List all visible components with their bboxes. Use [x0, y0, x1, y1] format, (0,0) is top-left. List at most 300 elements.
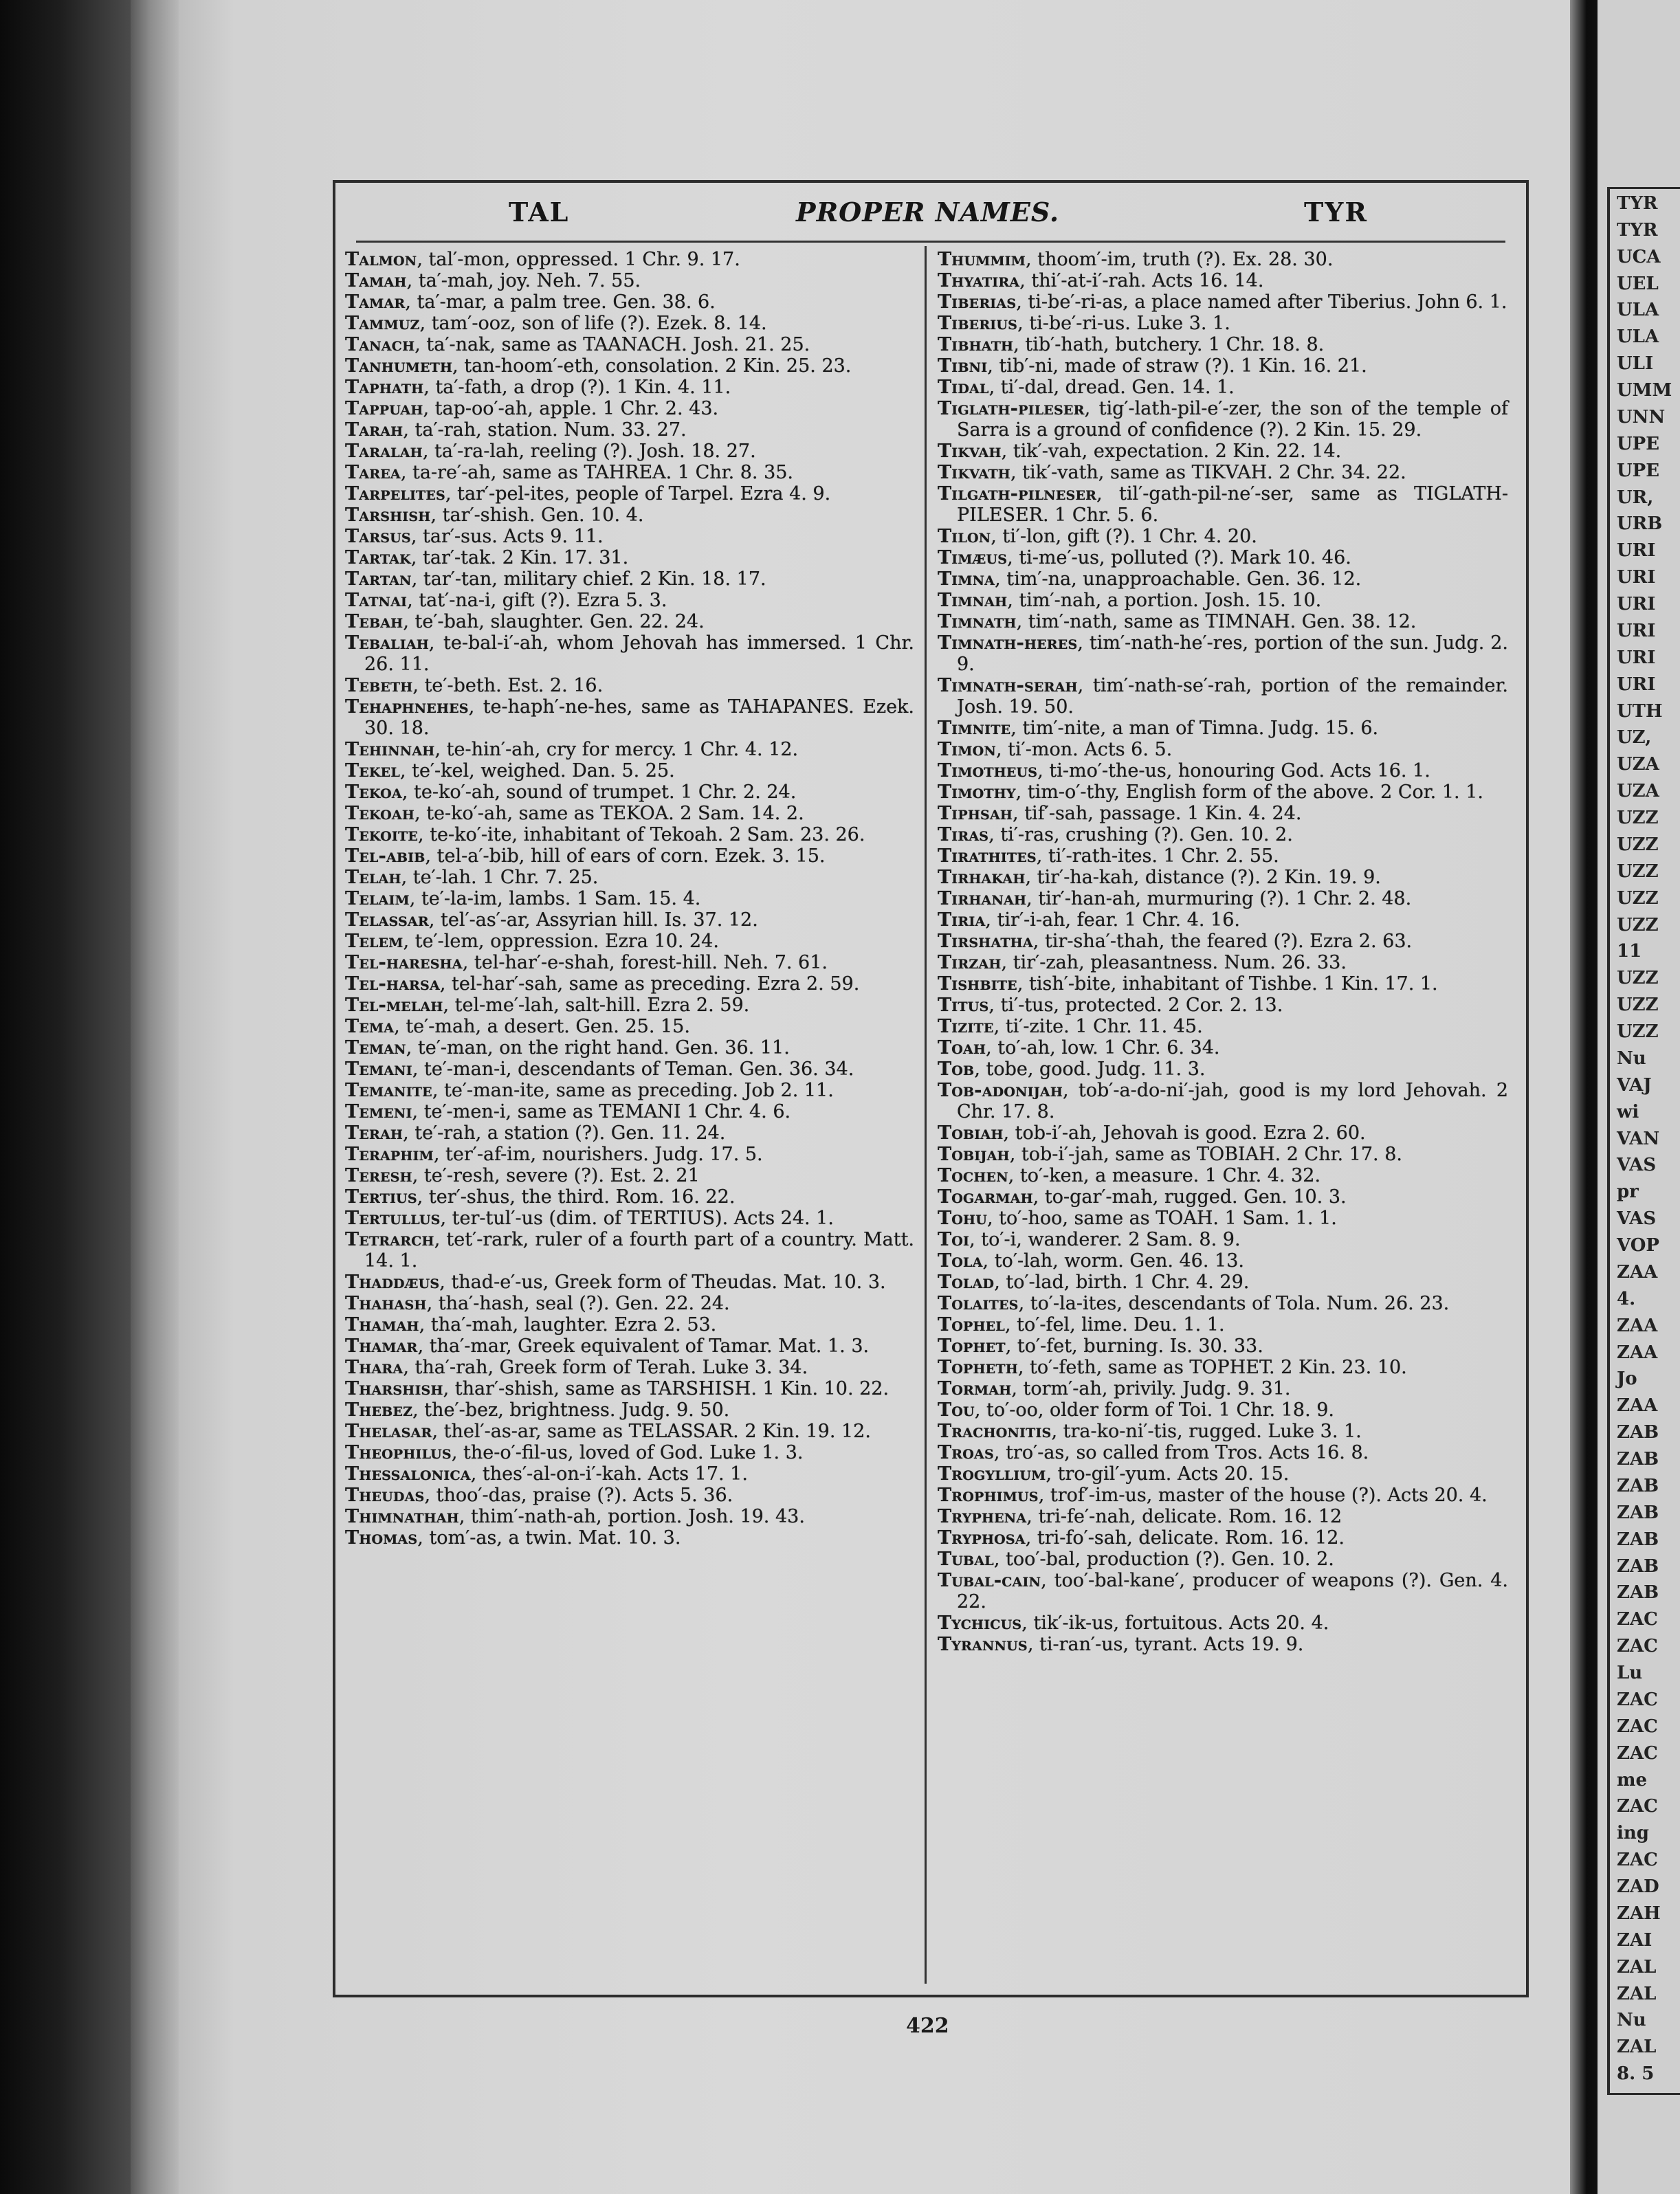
facing-page-text-fragment: ZAB: [1617, 1529, 1659, 1550]
entry-definition: , tim′-nite, a man of Timna. Judg. 15. 6.: [1010, 718, 1379, 739]
dictionary-entry: [345, 909, 914, 931]
entry-headword: Tirhakah: [938, 867, 1026, 888]
entry-headword: Telah: [345, 867, 401, 888]
facing-page-text-fragment: ULA: [1617, 326, 1659, 347]
entry-definition: , tim′-na, unapproachable. Gen. 36. 12.: [995, 568, 1362, 590]
entry-definition: , tib′-hath, butchery. 1 Chr. 18. 8.: [1013, 334, 1325, 355]
facing-page-text-fragment: 8. 5: [1617, 2063, 1655, 2084]
dictionary-entry: [938, 1463, 1508, 1485]
entry-headword: Telassar: [345, 909, 429, 931]
entry-headword: Titus: [938, 995, 989, 1016]
dictionary-entry: [938, 526, 1508, 547]
entry-headword: Tophet: [938, 1336, 1006, 1357]
entry-definition: , tob-i′-jah, same as TOBIAH. 2 Chr. 17. 8.: [1009, 1144, 1402, 1165]
facing-page-text-fragment: UR,: [1617, 487, 1654, 508]
dictionary-entry: [938, 1208, 1508, 1229]
entry-headword: Tikvah: [938, 441, 1002, 462]
entry-headword: Tubal-cain: [938, 1570, 1041, 1591]
entry-headword: Tyrannus: [938, 1634, 1028, 1655]
entry-definition: , ta′-nak, same as TAANACH. Josh. 21. 25.: [415, 334, 810, 355]
header-right-guide-word: TYR: [1304, 197, 1368, 228]
entry-headword: Timna: [938, 568, 995, 590]
entry-headword: Tanhumeth: [345, 355, 453, 377]
facing-page-text-fragment: URI: [1617, 621, 1656, 641]
facing-page-text-fragment: me: [1617, 1770, 1648, 1791]
dictionary-entry: [345, 803, 914, 824]
entry-definition: , te-ko′-ite, inhabitant of Tekoah. 2 Sam. 23. 26.: [418, 824, 865, 845]
entry-definition: , to′-lah, worm. Gen. 46. 13.: [982, 1250, 1244, 1272]
entry-definition: , tar′-tak. 2 Kin. 17. 31.: [410, 547, 629, 568]
facing-page-text-fragment: URB: [1617, 513, 1663, 534]
facing-page-text-fragment: VAS: [1617, 1155, 1657, 1175]
entry-headword: Tebah: [345, 611, 404, 632]
entry-headword: Tob: [938, 1059, 975, 1080]
dictionary-entry: [938, 675, 1508, 718]
facing-page-text-fragment: ZAC: [1617, 1689, 1658, 1710]
entry-definition: , tobe, good. Judg. 11. 3.: [974, 1059, 1206, 1080]
dictionary-entry: [938, 1336, 1508, 1357]
entry-definition: , thes′-al-on-i′-kah. Acts 17. 1.: [470, 1463, 748, 1485]
entry-headword: Tekel: [345, 760, 400, 782]
dictionary-entry: [345, 952, 914, 973]
dictionary-entry: [345, 1080, 914, 1101]
book-spine: [0, 0, 131, 2194]
entry-definition: , to′-lad, birth. 1 Chr. 4. 29.: [994, 1272, 1250, 1293]
facing-page-text-fragment: UZA: [1617, 781, 1659, 801]
entry-headword: Tekoah: [345, 803, 415, 824]
dictionary-entry: [938, 632, 1508, 675]
entry-definition: , te′-rah, a station (?). Gen. 11. 24.: [403, 1122, 726, 1144]
entry-headword: Thimnathah: [345, 1506, 459, 1527]
facing-page-text-fragment: 4.: [1617, 1289, 1636, 1309]
entry-headword: Teman: [345, 1037, 406, 1059]
entry-definition: , tel-har′-e-shah, forest-hill. Neh. 7. 61.: [462, 952, 828, 973]
dictionary-entry: [938, 1229, 1508, 1250]
dictionary-entry: [345, 1059, 914, 1080]
dictionary-entry: [345, 568, 914, 590]
facing-page-text-fragment: ZAD: [1617, 1876, 1659, 1897]
dictionary-entry: [345, 1527, 914, 1549]
dictionary-entry: [345, 526, 914, 547]
dictionary-entry: [938, 718, 1508, 739]
dictionary-entry: [938, 867, 1508, 888]
entry-definition: , te′-mah, a desert. Gen. 25. 15.: [394, 1016, 690, 1037]
facing-page-text-fragment: pr: [1617, 1182, 1639, 1202]
entry-definition: , tro-gil′-yum. Acts 20. 15.: [1046, 1463, 1290, 1485]
entry-definition: , ti′-dal, dread. Gen. 14. 1.: [988, 377, 1235, 398]
dictionary-entry: [938, 1399, 1508, 1421]
entry-headword: Tartak: [345, 547, 411, 568]
entry-headword: Tetrarch: [345, 1229, 434, 1250]
entry-headword: Thamah: [345, 1314, 419, 1336]
facing-page-text-fragment: ZAC: [1617, 1716, 1658, 1737]
facing-page-text-fragment: VOP: [1617, 1235, 1659, 1256]
dictionary-entry: [938, 1442, 1508, 1463]
entry-definition: , tir′-ha-kah, distance (?). 2 Kin. 19. 9.: [1025, 867, 1381, 888]
facing-page-text-fragment: UZA: [1617, 754, 1659, 775]
entry-headword: Trachonitis: [938, 1421, 1052, 1442]
entry-definition: , to-gar′-mah, rugged. Gen. 10. 3.: [1032, 1186, 1347, 1208]
facing-page-text-fragment: ZAI: [1617, 1930, 1653, 1951]
facing-page-text-fragment: UZZ: [1617, 834, 1659, 855]
facing-page-text-fragment: UZZ: [1617, 968, 1659, 988]
dictionary-entry: [938, 1527, 1508, 1549]
entry-headword: Talmon: [345, 249, 417, 270]
entry-headword: Tel-abib: [345, 845, 425, 867]
entry-definition: , thoom′-im, truth (?). Ex. 28. 30.: [1026, 249, 1334, 270]
entry-definition: , tir′-zah, pleasantness. Num. 26. 33.: [1001, 952, 1347, 973]
entry-headword: Trophimus: [938, 1485, 1039, 1506]
dictionary-entry: [345, 483, 914, 505]
dictionary-entry: [345, 675, 914, 696]
dictionary-entry: [938, 931, 1508, 952]
entry-definition: , tar′-shish. Gen. 10. 4.: [430, 505, 644, 526]
entry-definition: , to′-ah, low. 1 Chr. 6. 34.: [986, 1037, 1220, 1059]
dictionary-entry: [938, 291, 1508, 313]
entry-definition: , tel-har′-sah, same as preceding. Ezra 2. 59.: [439, 973, 860, 995]
entry-definition: , tim′-nath-se′-rah, portion of the remainder. Josh. 19. 50.: [957, 675, 1508, 718]
entry-definition: , te′-kel, weighed. Dan. 5. 25.: [399, 760, 675, 782]
facing-page-text-fragment: Jo: [1617, 1369, 1637, 1389]
entry-headword: Taphath: [345, 377, 424, 398]
dictionary-entry: [345, 1272, 914, 1293]
dictionary-entry: [938, 1506, 1508, 1527]
entry-definition: , te′-lem, oppression. Ezra 10. 24.: [403, 931, 719, 952]
facing-page-text-fragment: ZAB: [1617, 1503, 1659, 1523]
facing-page-text-fragment: UZZ: [1617, 888, 1659, 909]
dictionary-entry: [938, 462, 1508, 483]
facing-page-text-fragment: UMM: [1617, 380, 1672, 401]
entry-definition: , tha′-rah, Greek form of Terah. Luke 3. 34.: [403, 1357, 808, 1378]
entry-definition: , to′-fet, burning. Is. 30. 33.: [1005, 1336, 1263, 1357]
dictionary-entry: [938, 1122, 1508, 1144]
dictionary-entry: [345, 1463, 914, 1485]
entry-headword: Tibhath: [938, 334, 1014, 355]
entry-definition: , tar′-pel-ites, people of Tarpel. Ezra 4. 9.: [445, 483, 831, 505]
dictionary-entry: [938, 249, 1508, 270]
entry-headword: Tappuah: [345, 398, 423, 419]
entry-definition: , tha′-mah, laughter. Ezra 2. 53.: [419, 1314, 717, 1336]
entry-definition: , tim′-nath-he′-res, portion of the sun. Judg. 2. 9.: [957, 632, 1508, 675]
entry-headword: Timotheus: [938, 760, 1038, 782]
facing-page-text-fragment: ZAA: [1617, 1316, 1658, 1336]
dictionary-entry: [345, 1144, 914, 1165]
entry-headword: Tophel: [938, 1314, 1005, 1336]
dictionary-entry: [938, 1144, 1508, 1165]
entry-definition: , too′-bal, production (?). Gen. 10. 2.: [993, 1549, 1334, 1570]
entry-definition: , te′-men-i, same as TEMANI 1 Chr. 4. 6.: [412, 1101, 791, 1122]
dictionary-entry: [938, 888, 1508, 909]
dictionary-entry: [938, 377, 1508, 398]
entry-headword: Thessalonica: [345, 1463, 471, 1485]
entry-definition: , te′-resh, severe (?). Est. 2. 21: [412, 1165, 700, 1186]
dictionary-entry: [345, 1122, 914, 1144]
entry-headword: Tiglath-pileser: [938, 398, 1085, 419]
page-edge-stack: [131, 0, 179, 2194]
facing-page-text-fragment: ZAL: [1617, 1957, 1657, 1977]
entry-headword: Tob-adonijah: [938, 1080, 1063, 1101]
entry-headword: Tel-harsa: [345, 973, 440, 995]
dictionary-entry: [938, 355, 1508, 377]
dictionary-entry: [938, 398, 1508, 441]
entry-definition: , te′-beth. Est. 2. 16.: [412, 675, 604, 696]
entry-headword: Tekoite: [345, 824, 419, 845]
dictionary-entry: [345, 739, 914, 760]
entry-definition: , ta′-ra-lah, reeling (?). Josh. 18. 27.: [422, 441, 756, 462]
dictionary-entry: [345, 973, 914, 995]
facing-page-text-fragment: ZAB: [1617, 1476, 1659, 1496]
entry-definition: , te-bal-i′-ah, whom Jehovah has immersed. 1 Chr. 26. 11.: [364, 632, 914, 675]
entry-definition: , tri-fo′-sah, delicate. Rom. 16. 12.: [1025, 1527, 1345, 1549]
dictionary-entry: [345, 1421, 914, 1442]
entry-definition: , tel-a′-bib, hill of ears of corn. Ezek. 3. 15.: [425, 845, 826, 867]
dictionary-entry: [938, 995, 1508, 1016]
dictionary-entry: [345, 334, 914, 355]
facing-page-text-fragment: wi: [1617, 1102, 1639, 1122]
facing-page-text-fragment: UZZ: [1617, 915, 1659, 935]
entry-definition: , tel-me′-lah, salt-hill. Ezra 2. 59.: [443, 995, 750, 1016]
entry-headword: Timnath-serah: [938, 675, 1078, 696]
entry-headword: Toi: [938, 1229, 970, 1250]
facing-page-text-fragment: VAS: [1617, 1208, 1657, 1229]
entry-headword: Tryphosa: [938, 1527, 1026, 1549]
dictionary-entry: [938, 611, 1508, 632]
dictionary-entry: [938, 1186, 1508, 1208]
entry-definition: , ti′-tus, protected. 2 Cor. 2. 13.: [988, 995, 1283, 1016]
dictionary-entry: [345, 377, 914, 398]
entry-definition: , tap-oo′-ah, apple. 1 Chr. 2. 43.: [423, 398, 719, 419]
facing-page-text-fragment: ZAB: [1617, 1449, 1659, 1470]
entry-headword: Togarmah: [938, 1186, 1033, 1208]
dictionary-entry: [345, 270, 914, 291]
entry-headword: Tertullus: [345, 1208, 441, 1229]
entry-headword: Tolaites: [938, 1293, 1019, 1314]
entry-headword: Tilon: [938, 526, 991, 547]
dictionary-entry: [345, 824, 914, 845]
dictionary-entry: [938, 590, 1508, 611]
dictionary-entry: [345, 1336, 914, 1357]
facing-page-text-fragment: URI: [1617, 594, 1656, 614]
entry-definition: , tro′-as, so called from Tros. Acts 16. 8.: [993, 1442, 1369, 1463]
dictionary-entry: [345, 313, 914, 334]
entry-headword: Tehinnah: [345, 739, 435, 760]
entry-definition: , tel′-as′-ar, Assyrian hill. Is. 37. 12.: [428, 909, 758, 931]
entry-headword: Tehaphnehes: [345, 696, 469, 718]
dictionary-entry: [345, 632, 914, 675]
dictionary-entry: [345, 1293, 914, 1314]
dictionary-entry: [345, 1186, 914, 1208]
dictionary-entry: [938, 824, 1508, 845]
facing-page-text-fragment: URI: [1617, 567, 1656, 588]
facing-page-text-fragment: TYR: [1617, 193, 1658, 214]
entry-headword: Tebaliah: [345, 632, 429, 654]
entry-definition: , thi′-at-i′-rah. Acts 16. 14.: [1019, 270, 1264, 291]
entry-definition: , tir-sha′-thah, the feared (?). Ezra 2. 63.: [1032, 931, 1413, 952]
entry-definition: , tob′-a-do-ni′-jah, good is my lord Jehovah. 2 Chr. 17. 8.: [957, 1080, 1508, 1122]
entry-definition: , tal′-mon, oppressed. 1 Chr. 9. 17.: [417, 249, 740, 270]
dictionary-entry: [345, 462, 914, 483]
dictionary-entry: [938, 1037, 1508, 1059]
entry-definition: , ta′-mah, joy. Neh. 7. 55.: [406, 270, 641, 291]
entry-headword: Thummim: [938, 249, 1026, 270]
entry-definition: , to′-ken, a measure. 1 Chr. 4. 32.: [1008, 1165, 1321, 1186]
entry-headword: Teresh: [345, 1165, 412, 1186]
right-column: [938, 249, 1508, 1655]
dictionary-entry: [938, 1314, 1508, 1336]
entry-definition: , tom′-as, a twin. Mat. 10. 3.: [417, 1527, 681, 1549]
entry-definition: , te′-la-im, lambs. 1 Sam. 15. 4.: [409, 888, 701, 909]
facing-page-text-fragment: ZAA: [1617, 1262, 1658, 1283]
entry-definition: , tha′-mar, Greek equivalent of Tamar. Mat. 1. 3.: [417, 1336, 870, 1357]
dictionary-entry: [938, 760, 1508, 782]
facing-page-text-fragment: Lu: [1617, 1663, 1643, 1683]
dictionary-entry: [938, 1613, 1508, 1634]
facing-page-text-fragment: Nu: [1617, 1048, 1646, 1069]
left-column: [345, 249, 914, 1549]
entry-definition: , te′-man, on the right hand. Gen. 36. 11.: [406, 1037, 790, 1059]
entry-definition: , tar′-sus. Acts 9. 11.: [410, 526, 604, 547]
entry-headword: Thara: [345, 1357, 404, 1378]
dictionary-entry: [345, 1229, 914, 1272]
entry-headword: Toah: [938, 1037, 986, 1059]
entry-headword: Telem: [345, 931, 404, 952]
entry-definition: , ta′-rah, station. Num. 33. 27.: [403, 419, 687, 441]
facing-page-text-fragment: 11: [1617, 941, 1642, 962]
entry-definition: , thel′-as-ar, same as TELASSAR. 2 Kin. 19. 12.: [432, 1421, 871, 1442]
dictionary-entry: [938, 1165, 1508, 1186]
entry-headword: Tormah: [938, 1378, 1012, 1399]
entry-headword: Tolad: [938, 1272, 995, 1293]
entry-headword: Thebez: [345, 1399, 413, 1421]
dictionary-entry: [345, 398, 914, 419]
dictionary-entry: [345, 1101, 914, 1122]
entry-headword: Terah: [345, 1122, 404, 1144]
facing-page-text-fragment: URI: [1617, 540, 1656, 561]
entry-definition: , te′-man-ite, same as preceding. Job 2. 11.: [432, 1080, 834, 1101]
dictionary-entry: [938, 1293, 1508, 1314]
dictionary-entry: [938, 334, 1508, 355]
header-rule: [356, 241, 1505, 243]
entry-definition: , tim-o′-thy, English form of the above. 2 Cor. 1. 1.: [1015, 782, 1483, 803]
entry-headword: Timæus: [938, 547, 1008, 568]
dictionary-entry: [345, 1208, 914, 1229]
entry-definition: , tra-ko-ni′-tis, rugged. Luke 3. 1.: [1051, 1421, 1362, 1442]
dictionary-entry: [345, 249, 914, 270]
dictionary-entry: [345, 1016, 914, 1037]
entry-headword: Tarea: [345, 462, 401, 483]
entry-headword: Taralah: [345, 441, 423, 462]
dictionary-entry: [938, 547, 1508, 568]
facing-page-text-fragment: UPE: [1617, 461, 1660, 481]
entry-definition: , thoo′-das, praise (?). Acts 5. 36.: [424, 1485, 733, 1506]
entry-headword: Timnite: [938, 718, 1011, 739]
entry-headword: Thahash: [345, 1293, 427, 1314]
entry-headword: Thamar: [345, 1336, 418, 1357]
dictionary-entry: [938, 1059, 1508, 1080]
facing-page-text-fragment: Nu: [1617, 2010, 1646, 2030]
facing-page-text-fragment: ZAH: [1617, 1903, 1661, 1924]
entry-headword: Tobiah: [938, 1122, 1004, 1144]
entry-headword: Timon: [938, 739, 996, 760]
entry-definition: , thim′-nath-ah, portion. Josh. 19. 43.: [458, 1506, 805, 1527]
entry-definition: , te′-man-i, descendants of Teman. Gen. 36. 34.: [412, 1059, 854, 1080]
entry-definition: , til′-gath-pil-ne′-ser, same as TIGLATH-PILESER. 1 Chr. 5. 6.: [957, 483, 1508, 526]
entry-definition: , to′-fel, lime. Deu. 1. 1.: [1004, 1314, 1225, 1336]
dictionary-entry: [938, 270, 1508, 291]
entry-headword: Timnath: [938, 611, 1017, 632]
entry-headword: Theudas: [345, 1485, 425, 1506]
entry-headword: Tarah: [345, 419, 404, 441]
entry-headword: Tarshish: [345, 505, 431, 526]
entry-definition: , te′-lah. 1 Chr. 7. 25.: [401, 867, 599, 888]
entry-headword: Temeni: [345, 1101, 412, 1122]
entry-headword: Tilgath-pilneser: [938, 483, 1097, 505]
entry-headword: Thaddæus: [345, 1272, 440, 1293]
entry-definition: , ter′-shus, the third. Rom. 16. 22.: [417, 1186, 736, 1208]
entry-headword: Tema: [345, 1016, 395, 1037]
facing-page-text-fragment: ZAA: [1617, 1395, 1658, 1416]
dictionary-entry: [345, 1506, 914, 1527]
entry-headword: Thelasar: [345, 1421, 432, 1442]
dictionary-entry: [345, 611, 914, 632]
dictionary-entry: [938, 1080, 1508, 1122]
entry-headword: Theophilus: [345, 1442, 452, 1463]
dictionary-entry: [345, 1442, 914, 1463]
entry-definition: , to′-oo, older form of Toi. 1 Chr. 18. 9.: [974, 1399, 1334, 1421]
dictionary-entry: [938, 1272, 1508, 1293]
entry-definition: , ti′-mon. Acts 6. 5.: [995, 739, 1173, 760]
facing-page-text-fragment: ZAC: [1617, 1796, 1658, 1817]
entry-headword: Tryphena: [938, 1506, 1027, 1527]
facing-page-text-fragment: UZZ: [1617, 808, 1659, 828]
facing-page-frame: [1607, 187, 1680, 2095]
entry-headword: Tebeth: [345, 675, 413, 696]
dictionary-entry: [938, 1357, 1508, 1378]
entry-headword: Topheth: [938, 1357, 1018, 1378]
entry-definition: , tish′-bite, inhabitant of Tishbe. 1 Kin. 17. 1.: [1017, 973, 1438, 995]
entry-headword: Tola: [938, 1250, 983, 1272]
entry-definition: , ta′-mar, a palm tree. Gen. 38. 6.: [405, 291, 716, 313]
entry-headword: Tirathites: [938, 845, 1037, 867]
dictionary-entry: [345, 995, 914, 1016]
entry-headword: Tartan: [345, 568, 412, 590]
entry-headword: Temani: [345, 1059, 412, 1080]
entry-headword: Tibni: [938, 355, 988, 377]
facing-page-text-fragment: UZ,: [1617, 727, 1652, 748]
dictionary-entry: [938, 803, 1508, 824]
entry-definition: , ti-me′-us, polluted (?). Mark 10. 46.: [1007, 547, 1351, 568]
facing-page-text-fragment: ZAC: [1617, 1609, 1658, 1630]
entry-definition: , tan-hoom′-eth, consolation. 2 Kin. 25. 23.: [452, 355, 852, 377]
dictionary-entry: [345, 547, 914, 568]
entry-definition: , too′-bal-kane′, producer of weapons (?). Gen. 4. 22.: [957, 1570, 1508, 1613]
entry-headword: Tubal: [938, 1549, 994, 1570]
facing-page-text-fragment: UZZ: [1617, 861, 1659, 882]
entry-definition: , tha′-hash, seal (?). Gen. 22. 24.: [426, 1293, 730, 1314]
facing-page-text-fragment: ing: [1617, 1823, 1649, 1843]
dictionary-entry: [938, 739, 1508, 760]
entry-definition: , te-ko′-ah, sound of trumpet. 1 Chr. 2. 24.: [401, 782, 797, 803]
entry-definition: , ti-ran′-us, tyrant. Acts 19. 9.: [1027, 1634, 1304, 1655]
dictionary-entry: [938, 568, 1508, 590]
entry-headword: Tikvath: [938, 462, 1010, 483]
facing-page-text-fragment: URI: [1617, 647, 1656, 668]
facing-page-text-fragment: ZAA: [1617, 1342, 1658, 1363]
entry-definition: , tim′-nah, a portion. Josh. 15. 10.: [1007, 590, 1322, 611]
facing-page-text-fragment: ZAB: [1617, 1556, 1659, 1577]
entry-definition: , ter′-af-im, nourishers. Judg. 17. 5.: [433, 1144, 763, 1165]
dictionary-entry: [345, 867, 914, 888]
